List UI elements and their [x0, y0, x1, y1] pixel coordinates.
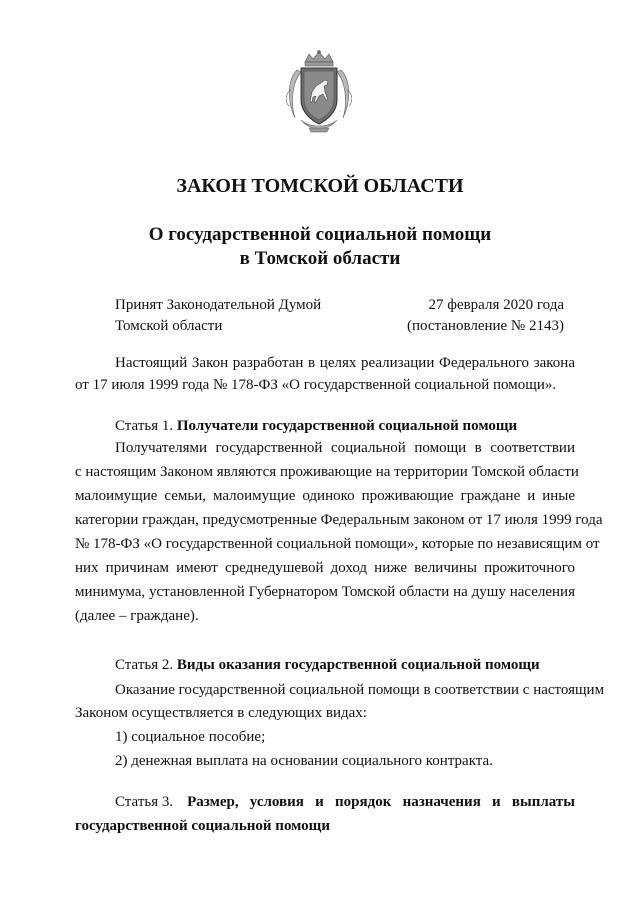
- article-1-line: № 178-ФЗ «О государственной социальной помощи», которые по независящим от: [75, 536, 600, 552]
- article-2-heading: [115, 655, 575, 675]
- article-2-title: Виды оказания государственной социальной помощи: [176, 657, 540, 673]
- article-2-prefix: Статья 2.: [115, 657, 174, 673]
- adoption-body-line2: Томской области: [115, 318, 223, 334]
- law-subtitle-line1: О государственной социальной помощи: [148, 224, 492, 245]
- article-2-line: Оказание государственной социальной помощи в соответствии с настоящим: [115, 682, 605, 698]
- article-2-list-item: 1) социальное пособие;: [115, 729, 266, 745]
- article-2-line: Законом осуществляется в следующих видах:: [75, 705, 367, 721]
- preamble-line: Настоящий Закон разработан в целях реализации Федерального закона: [115, 355, 575, 371]
- law-title: ЗАКОН ТОМСКОЙ ОБЛАСТИ: [176, 175, 464, 197]
- article-1-line: категории граждан, предусмотренные Федеральным законом от 17 июля 1999 года: [75, 512, 603, 528]
- article-2-list-item: 2) денежная выплата на основании социального контракта.: [115, 753, 493, 769]
- article-1-line: с настоящим Законом являются проживающие на территории Томской области: [75, 464, 579, 480]
- article-1-line: них причинам имеют среднедушевой доход ниже величины прожиточного: [75, 560, 575, 576]
- law-subtitle-line2: в Томской области: [239, 248, 401, 269]
- coat-of-arms-emblem: [283, 50, 355, 136]
- article-1-prefix: Статья 1.: [115, 418, 174, 434]
- article-1-line: (далее – граждане).: [75, 608, 199, 624]
- adoption-date: 27 февраля 2020 года: [428, 297, 564, 313]
- article-3-title-line1: Размер, условия и порядок назначения и выплаты: [187, 794, 575, 810]
- article-3-title-line2: [75, 816, 575, 836]
- article-3-prefix: Статья 3.: [115, 794, 174, 810]
- article-3-heading: [115, 792, 575, 812]
- article-1-title: Получатели государственной социальной помощи: [176, 418, 518, 434]
- article-1-line: Получателями государственной социальной помощи в соответствии: [115, 440, 575, 456]
- article-1-line: малоимущие семьи, малоимущие одиноко проживающие граждане и иные: [75, 488, 575, 504]
- article-3-title-line2-text: государственной социальной помощи: [75, 818, 330, 834]
- adoption-resolution: (постановление № 2143): [406, 318, 564, 334]
- article-1-heading: [115, 416, 575, 436]
- article-1-line: минимума, установленной Губернатором Томской области на душу населения: [75, 584, 575, 600]
- adoption-body-line1: Принят Законодательной Думой: [115, 297, 322, 313]
- preamble-line: от 17 июля 1999 года № 178-ФЗ «О государственной социальной помощи».: [75, 377, 557, 393]
